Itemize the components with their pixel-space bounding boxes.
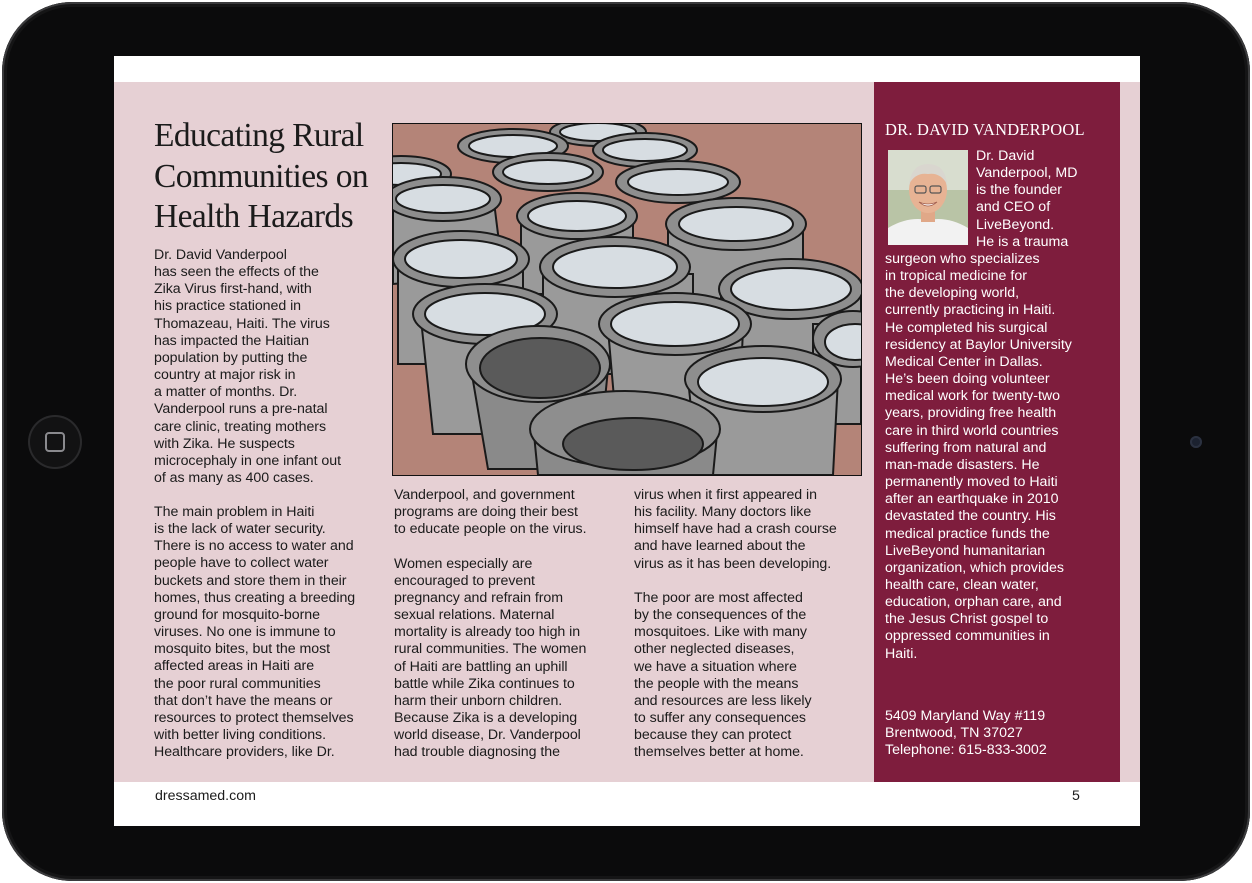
footer-site[interactable]: dressamed.com bbox=[155, 788, 256, 804]
author-address: 5409 Maryland Way #119 Brentwood, TN 37027 Telephone: 615-833-3002 bbox=[885, 708, 1047, 759]
home-button[interactable] bbox=[28, 415, 82, 469]
page-number: 5 bbox=[1072, 788, 1080, 804]
article-column-1-top: Dr. David Vanderpool has seen the effects of the Zika Virus first-hand, with his practice stationed in Thomazeau, Haiti. The virus has impacted the Haitian population by putting the country at major risk in a matter of months. Dr. Vanderpool runs a pre-natal care clinic, treating mothers with Zika. He suspects microcephaly in one infant out of as many as 400 cases. bbox=[154, 247, 341, 487]
home-square-icon bbox=[45, 432, 65, 452]
water-buckets-illustration bbox=[392, 123, 862, 476]
article-column-3: virus when it first appeared in his facility. Many doctors like himself have had a crash course and have learned about the virus as it has been developing. The poor are most affected by the consequences of the mosquitoes. Like with many other neglected diseases, we have a situation where the people with the means and resources are less likely to suffer any consequences because they can protect themselves better at home. bbox=[634, 487, 837, 761]
article-title: Educating Rural Communities on Health Hazards bbox=[154, 117, 369, 235]
article-column-1-bottom: The main problem in Haiti is the lack of water security. There is no access to water and people have to collect water buckets and store them in their homes, thus creating a breeding ground for mosquito-borne viruses. No one is immune to mosquito bites, but the most affected areas in Haiti are the poor rural communities that don’t have the means or resources to protect themselves with better living conditions. Healthcare providers, like Dr. bbox=[154, 504, 356, 761]
author-bio: surgeon who specializes in tropical medicine for the developing world, currently practicing in Haiti. He completed his surgical residency at Baylor University Medical Center in Dallas. He’s been doing volunteer medical work for twenty-two years, providing free health care in third world countries suffering from natural and man-made disasters. He permanently moved to Haiti after an earthquake in 2010 devastated the country. His medical practice funds the LiveBeyond humanitarian organization, which provides health care, clean water, education, orphan care, and the Jesus Christ gospel to oppressed communities in Haiti. bbox=[885, 251, 1072, 662]
author-photo bbox=[888, 150, 968, 245]
camera-icon bbox=[1190, 436, 1202, 448]
author-sidebar bbox=[874, 82, 1120, 782]
article-column-2: Vanderpool, and government programs are doing their best to educate people on the virus. Women especially are encouraged to prevent pregnancy and refrain from sexual relations. Maternal mortality is already too high in rural communities. The women of Haiti are battling an uphill battle while Zika continues to harm their unborn children. Because Zika is a developing world disease, Dr. Vanderpool had trouble diagnosing the bbox=[394, 487, 587, 761]
magazine-page bbox=[114, 56, 1140, 826]
author-bio-intro: Dr. David Vanderpool, MD is the founder and CEO of LiveBeyond. He is a trauma bbox=[976, 148, 1078, 250]
sidebar-title: DR. DAVID VANDERPOOL bbox=[885, 120, 1085, 139]
